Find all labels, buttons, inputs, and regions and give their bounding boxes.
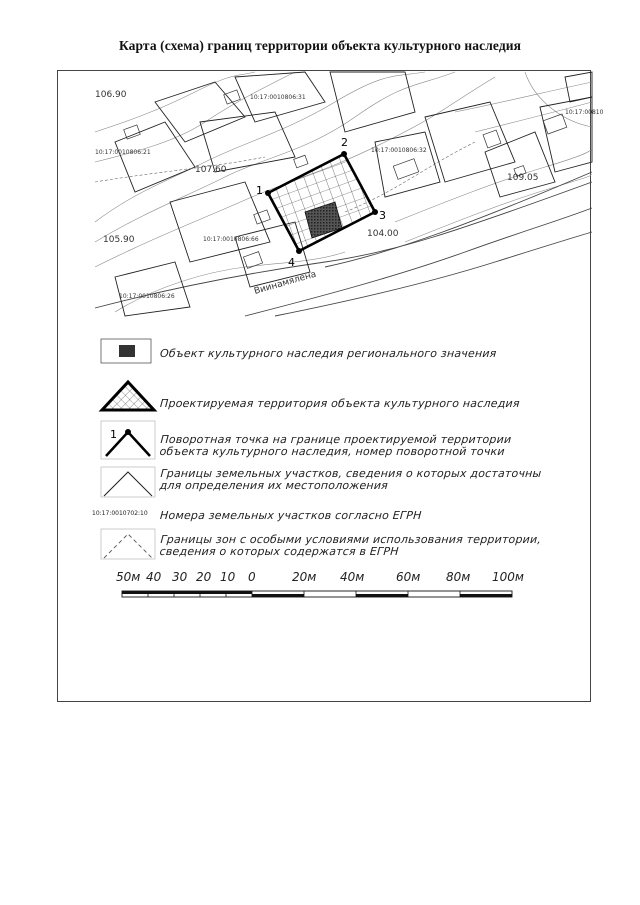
legend-label: Границы земельных участков, сведения о которых достаточны для определения их местоположения [159, 467, 542, 492]
legend-label: Поворотная точка на границе проектируемой территории объекта культурного наследия, номер поворотной точки [159, 433, 512, 458]
parcel-label: 10:17:0010806:31 [250, 94, 306, 101]
projected-territory [268, 154, 375, 251]
legend-label: Границы зон с особыми условиями использования территории, сведения о которых содержатся в ЕГРН [159, 533, 542, 558]
map-svg [95, 72, 604, 316]
legend-projected-territory-icon [100, 378, 156, 412]
scale-label: 100м [492, 570, 524, 584]
scale-label: 40м [340, 570, 365, 584]
scale-label: 30 [172, 570, 188, 584]
street-name: Виинамялена [253, 269, 318, 297]
legend-item-special-zone [100, 528, 580, 564]
legend-land-plot-icon [100, 466, 156, 498]
scale-label: 20 [196, 570, 212, 584]
scale-label: 10 [220, 570, 236, 584]
legend-turning-point-icon [100, 420, 156, 460]
turning-point-2: 2 [341, 136, 348, 149]
scale-label: 40 [146, 570, 162, 584]
scale-label: 80м [446, 570, 471, 584]
parcel-label: 10:17:00810 [565, 109, 604, 116]
scale-label: 50м [116, 570, 141, 584]
page-title: Карта (схема) границ территории объекта культурного наследия [118, 38, 522, 53]
scale-label: 20м [292, 570, 317, 584]
elevation-label: 107.60 [195, 165, 227, 175]
parcel-label: 10:17:0010806:26 [119, 293, 175, 300]
turning-point-4: 4 [288, 256, 295, 269]
legend-item-heritage-object [100, 338, 580, 368]
turning-point-3: 3 [379, 209, 386, 222]
legend-item-projected-territory [100, 378, 580, 412]
cadastral-map [95, 72, 604, 316]
elevation-label: 109.05 [507, 173, 539, 183]
legend-label: Номера земельных участков согласно ЕГРН [159, 509, 423, 522]
parcel-label: 10:17:0010806:21 [95, 149, 151, 156]
scale-bar-graphic [116, 588, 526, 602]
parcel-label: 10:17:0010806:32 [371, 147, 427, 154]
legend-special-zone-icon [100, 528, 156, 560]
elevation-label: 106.90 [95, 90, 127, 100]
legend-heritage-object-icon [100, 338, 152, 364]
legend-point-number: 1 [110, 428, 117, 441]
legend-item-land-plot-boundary [100, 466, 580, 500]
turning-point-1: 1 [256, 184, 263, 197]
legend-cadastral-sample: 10:17:0010702:10 [92, 510, 148, 517]
scale-label: 60м [396, 570, 421, 584]
legend-item-turning-point [100, 420, 580, 464]
parcel-label: 10:17:0010806:66 [203, 236, 259, 243]
elevation-label: 105.90 [103, 235, 135, 245]
scale-label: 0 [248, 570, 256, 584]
legend-item-cadastral-number [92, 506, 580, 524]
legend-label: Проектируемая территория объекта культурного наследия [159, 397, 521, 410]
scale-bar [116, 570, 536, 610]
legend-label: Объект культурного наследия регионального значения [159, 347, 497, 360]
elevation-label: 104.00 [367, 229, 399, 239]
